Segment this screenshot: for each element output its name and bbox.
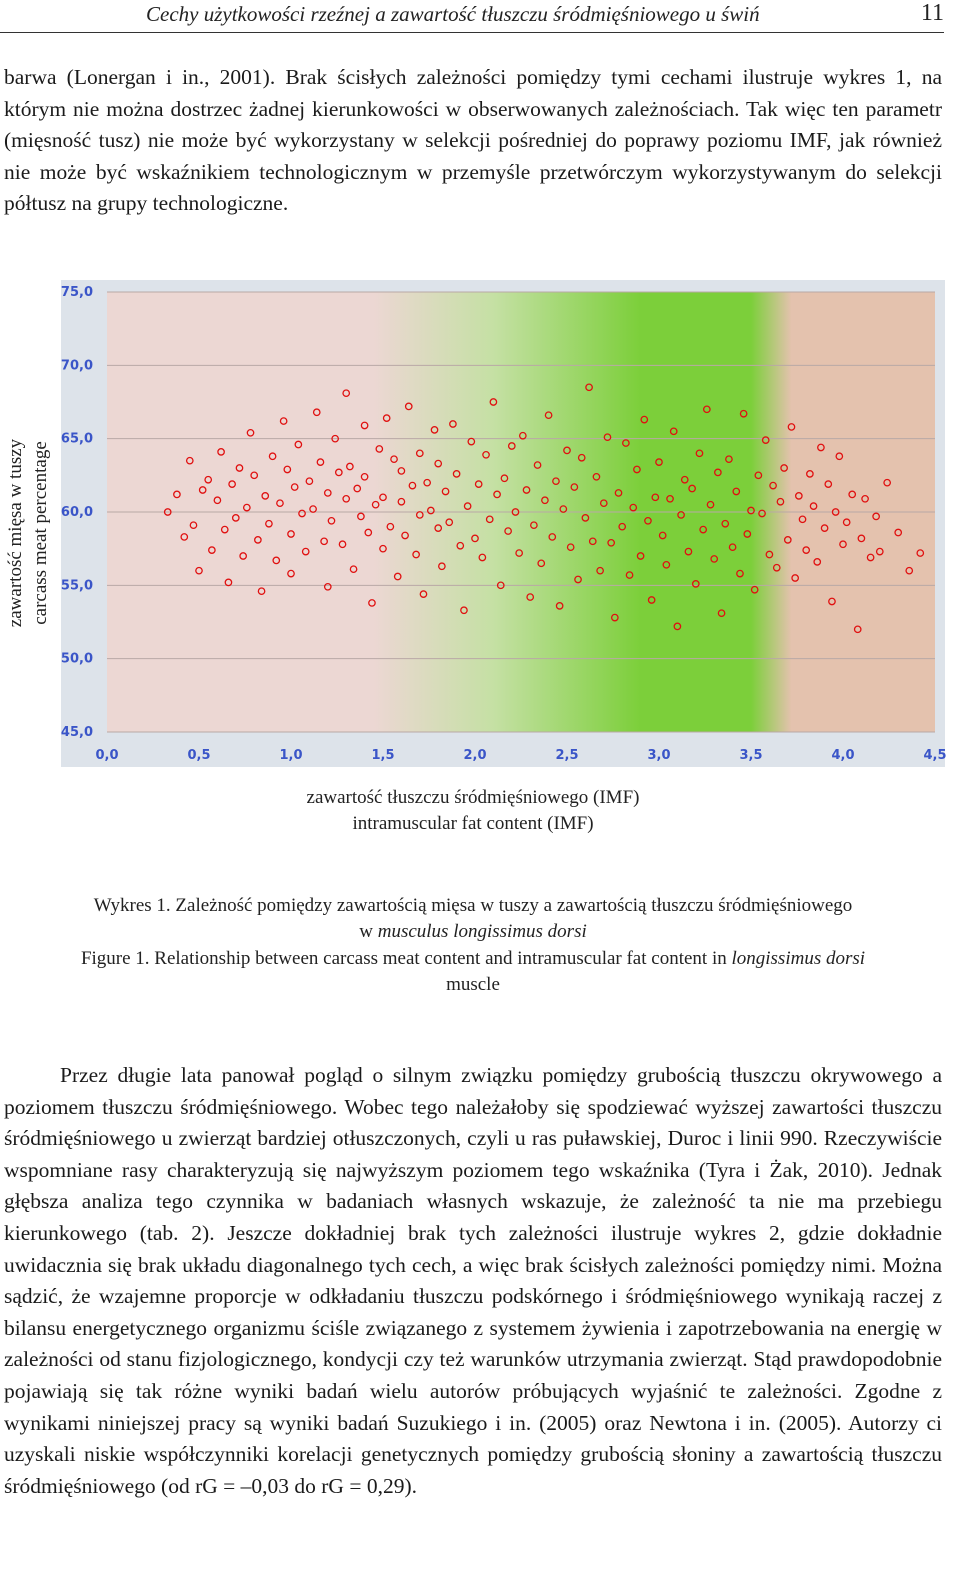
x-tick-label: 0,0 [95, 748, 119, 763]
x-tick-label: 2,0 [463, 748, 487, 763]
paragraph-1: barwa (Lonergan i in., 2001). Brak ścisłych zależności pomiędzy tymi cechami ilustruje wykres 1, na którym nie można dostrzec żadnej kierunkowości w obserwowanych zależnościach. Tak więc ten parametr (mięsność tusz) nie może być wykorzystany w selekcji pośredniej do poprawy poziomu IMF, jak również nie może być wskaźnikiem technologicznym w przemyśle przetwórczym wykorzystywanym do selekcji półtusz na grupy technologiczne. [4, 65, 942, 216]
caption-pl-line-1: Wykres 1. Zależność pomiędzy zawartością mięsa w tuszy a zawartością tłuszczu śródmięśniowego [93, 895, 853, 916]
x-tick-label: 1,0 [279, 748, 303, 763]
caption-en-line-2: muscle [446, 974, 500, 995]
x-tick-label: 4,5 [923, 748, 947, 763]
y-tick-label: 70,0 [60, 358, 93, 374]
x-axis-label-en: intramuscular fat content (IMF) [352, 813, 594, 834]
y-tick-label: 45,0 [60, 725, 93, 740]
x-tick-label: 4,0 [831, 748, 855, 763]
x-axis-label-pl: zawartość tłuszczu śródmięśniowego (IMF) [306, 787, 640, 808]
y-tick-label: 50,0 [60, 651, 93, 667]
scatter-chart [0, 270, 960, 770]
caption-pl-prefix: w [359, 921, 378, 942]
y-axis-label-pl: zawartość mięsa w tuszy [5, 438, 26, 628]
x-tick-label: 3,0 [647, 748, 671, 763]
y-axis-label-en: carcass meat percentage [30, 441, 51, 625]
y-tick-label: 75,0 [60, 285, 93, 300]
x-tick-label: 3,5 [739, 748, 763, 763]
page-number: 11 [920, 0, 944, 26]
y-tick-label: 60,0 [60, 505, 93, 520]
caption-en-prefix: Figure 1. Relationship between carcass meat content and intramuscular fat content in [80, 948, 732, 969]
running-title: Cechy użytkowości rzeźnej a zawartość tłuszczu śródmięśniowego u świń [146, 2, 760, 26]
caption-pl-italic: musculus longissimus dorsi [377, 921, 587, 942]
caption-en-italic: longissimus dorsi [731, 948, 866, 969]
x-tick-label: 0,5 [187, 748, 211, 763]
caption-en-line-1 [0, 946, 946, 972]
running-header [0, 0, 944, 33]
x-tick-label: 1,5 [371, 748, 395, 763]
caption-pl-line-2 [0, 919, 946, 945]
y-tick-label: 55,0 [60, 578, 93, 594]
figure-1 [0, 270, 960, 770]
x-tick-label: 2,5 [555, 748, 579, 763]
paragraph-2: Przez długie lata panował pogląd o silnym związku pomiędzy grubością tłuszczu okrywowego a poziomem tłuszczu śródmięśniowego. Wobec tego należałoby się spodziewać wyższej zawartości tłuszczu śródmięśniowego u zwierząt bardziej otłuszczonych, czyli u ras puławskiej, Duroc i linii 990. Rzeczywiście wspomniane rasy charakteryzują się najwyższym poziomem tego wskaźnika (Tyra i Żak, 2010). Jednak głębsza analiza tego czynnika w badaniach własnych wskazuje, że zależność ta nie ma przebiegu kierunkowego (tab. 2). Jeszcze dokładniej brak tych zależności ilustruje wykres 2, gdzie dokładnie uwidacznia się brak układu diagonalnego tych cech, a więc brak ścisłych zależności pomiędzy nimi. Można sądzić, że wzajemne proporcje w odkładaniu tłuszczu podskórnego i śródmięśniowego wynikają raczej z bilansu energetycznego organizmu ściśle związanego z systemem żywienia i zapotrzebowania na energię w zależności od stanu fizjologicznego, kondycji czy też warunków utrzymania zwierząt. Stąd prawdopodobnie pojawiają się tak różne wyniki badań wielu autorów próbujących wyjaśnić te zależności. Zgodne z wynikami niniejszej pracy są wyniki badań Suzukiego i in. (2005) oraz Newtona i in. (2005). Autorzy ci uzyskali niskie współczynniki korelacji genetycznych pomiędzy grubością słoniny a zawartością tłuszczu śródmięśniowego (od rG = –0,03 do rG = 0,29). [4, 1063, 942, 1498]
y-axis-label [3, 313, 53, 753]
y-tick-label: 65,0 [60, 431, 93, 447]
